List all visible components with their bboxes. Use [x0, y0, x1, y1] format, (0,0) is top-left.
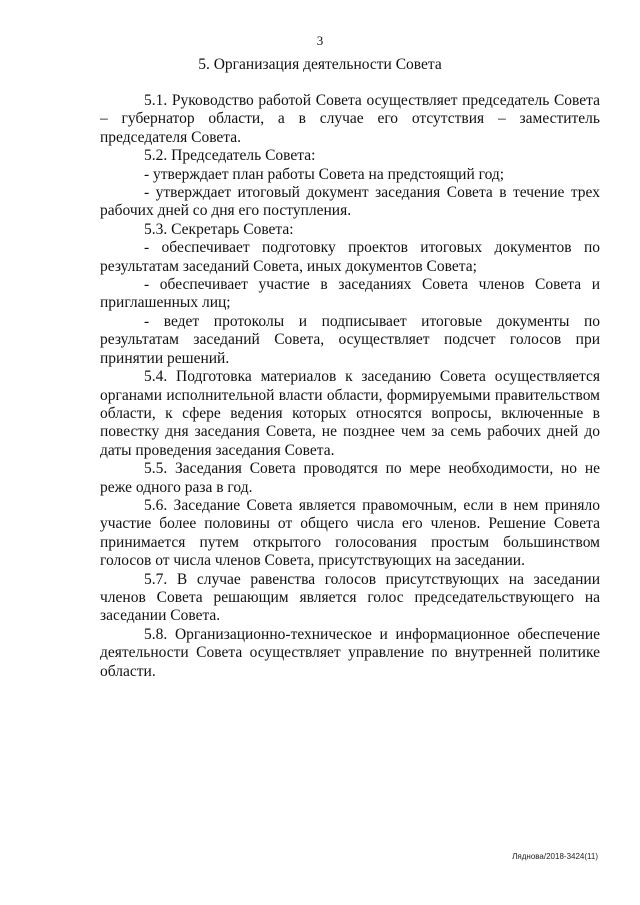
paragraph: - обеспечивает подготовку проектов итоговых документов по результатам заседаний Совета, иных документов Совета;: [100, 239, 600, 275]
paragraph: 5.8. Организационно-техническое и информационное обеспечение деятельности Совета осуществляет управление по внутренней политике области.: [100, 625, 600, 680]
paragraph: - утверждает план работы Совета на предстоящий год;: [144, 165, 505, 183]
paragraph: 5.1. Руководство работой Совета осуществляет председатель Совета – губернатор области, а в случае его отсутствия – заместитель председателя Совета.: [100, 92, 600, 146]
paragraph: 5.3. Секретарь Совета:: [144, 220, 294, 238]
paragraph: - обеспечивает участие в заседаниях Совета членов Совета и приглашенных лиц;: [100, 276, 600, 312]
paragraph: 5.6. Заседание Совета является правомочным, если в нем приняло участие более половины от общего числа его членов. Решение Совета принимается путем открытого голосования простым большинством голосов от числа членов Совета, присутствующих на заседании.: [100, 496, 600, 570]
document-body: [100, 92, 600, 681]
footer-code: Ляднова/2018-3424(11): [512, 852, 598, 861]
paragraph: - ведет протоколы и подписывает итоговые документы по результатам заседаний Совета, осуществляет подсчет голосов при принятии решений.: [100, 312, 600, 367]
paragraph: - утверждает итоговый документ заседания Совета в течение трех рабочих дней со дня его поступления.: [100, 184, 600, 220]
paragraph: 5.2. Председатель Совета:: [144, 147, 316, 165]
page-number: 3: [316, 33, 324, 48]
paragraph: 5.5. Заседания Совета проводятся по мере необходимости, но не реже одного раза в год.: [100, 460, 600, 496]
section-title: 5. Организация деятельности Совета: [198, 56, 442, 73]
paragraph: 5.4. Подготовка материалов к заседанию Совета осуществляется органами исполнительной власти области, формируемыми правительством области, к сфере ведения которых относятся вопросы, включенные в повестку дня заседания Совета, не позднее чем за семь рабочих дней до даты проведения заседания Совета.: [100, 368, 600, 459]
paragraph: 5.7. В случае равенства голосов присутствующих на заседании членов Совета решающим является голос председательствующего на заседании Совета.: [100, 570, 600, 625]
